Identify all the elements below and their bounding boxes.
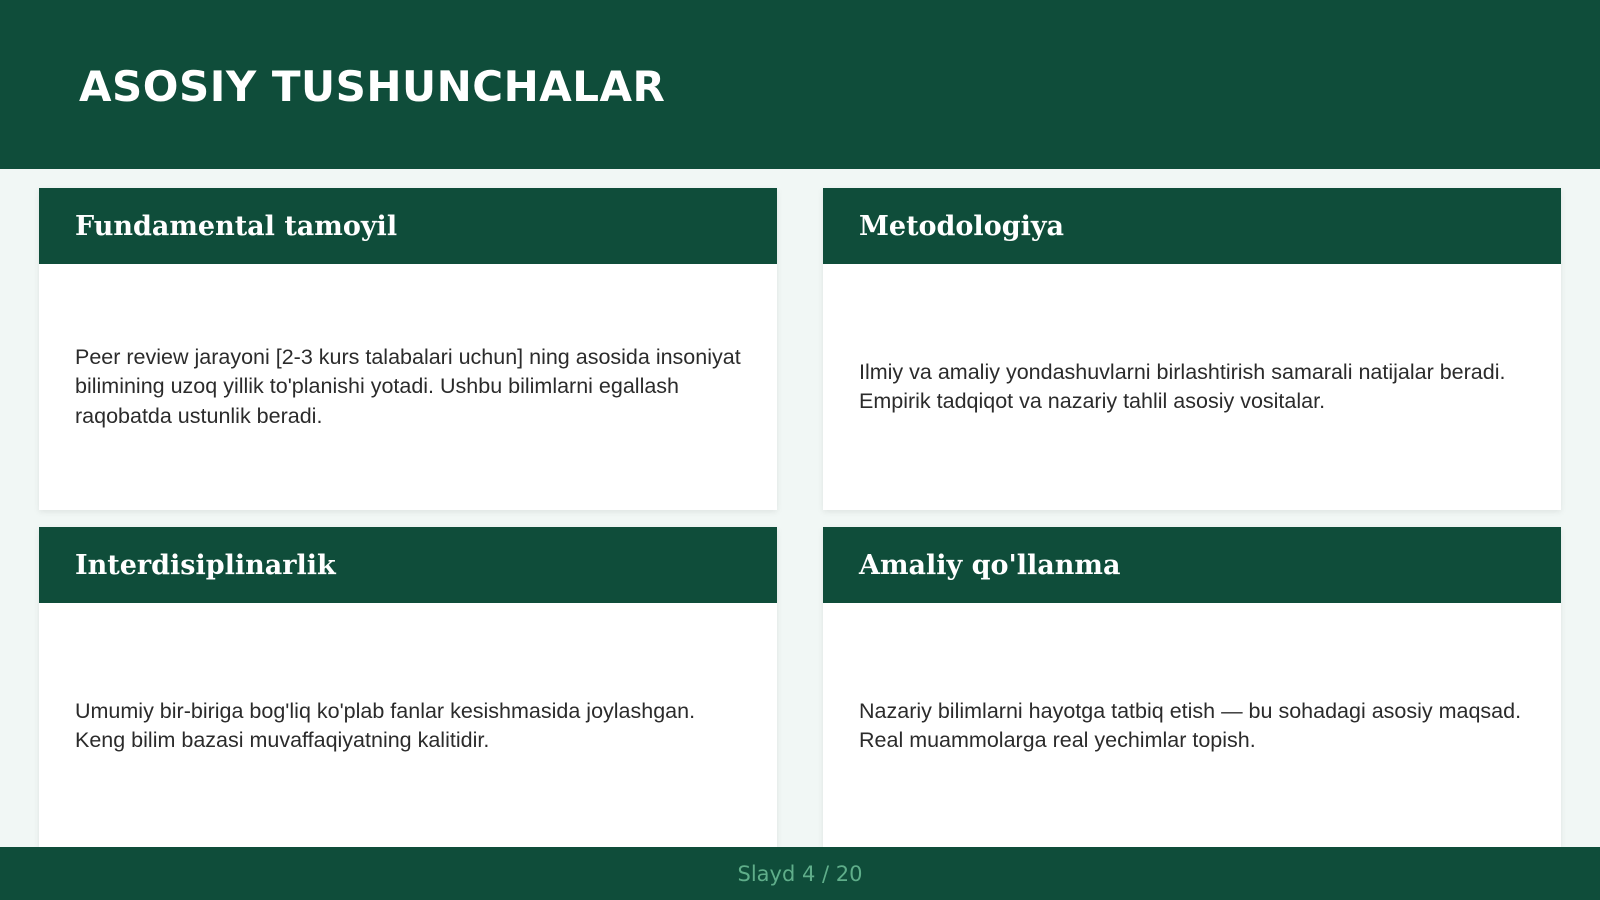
slide-title: ASOSIY TUSHUNCHALAR — [79, 62, 666, 111]
card-title: Amaliy qo'llanma — [859, 549, 1121, 581]
card-header — [39, 527, 777, 603]
card-metodologiya — [823, 188, 1561, 510]
card-header — [823, 188, 1561, 264]
card-fundamental-tamoyil — [39, 188, 777, 510]
card-header — [823, 527, 1561, 603]
card-title: Fundamental tamoyil — [75, 210, 398, 242]
card-body — [39, 603, 777, 849]
card-title: Metodologiya — [859, 210, 1065, 242]
card-body — [823, 603, 1561, 849]
slide-header — [0, 0, 1600, 169]
card-title: Interdisiplinarlik — [75, 549, 336, 581]
card-text: Ilmiy va amaliy yondashuvlarni birlashtirish samarali natijalar beradi. Empirik tadqiqot va nazariy tahlil asosiy vositalar. — [859, 359, 1506, 413]
slide-counter: Slayd 4 / 20 — [737, 861, 863, 886]
card-text: Peer review jarayoni [2-3 kurs talabalari uchun] ning asosida insoniyat bilimining uzoq yillik to'planishi yotadi. Ushbu bilimlarni egallash raqobatda ustunlik beradi. — [75, 344, 741, 428]
card-text: Umumiy bir-biriga bog'liq ko'plab fanlar kesishmasida joylashgan. Keng bilim bazasi muvaffaqiyatning kalitidir. — [75, 698, 696, 752]
card-interdisiplinarlik — [39, 527, 777, 849]
card-amaliy-qollanma — [823, 527, 1561, 849]
card-text: Nazariy bilimlarni hayotga tatbiq etish — bu sohadagi asosiy maqsad. Real muammolarga real yechimlar topish. — [859, 698, 1522, 752]
card-body — [823, 264, 1561, 510]
card-header — [39, 188, 777, 264]
slide-footer — [0, 847, 1600, 900]
card-body — [39, 264, 777, 510]
